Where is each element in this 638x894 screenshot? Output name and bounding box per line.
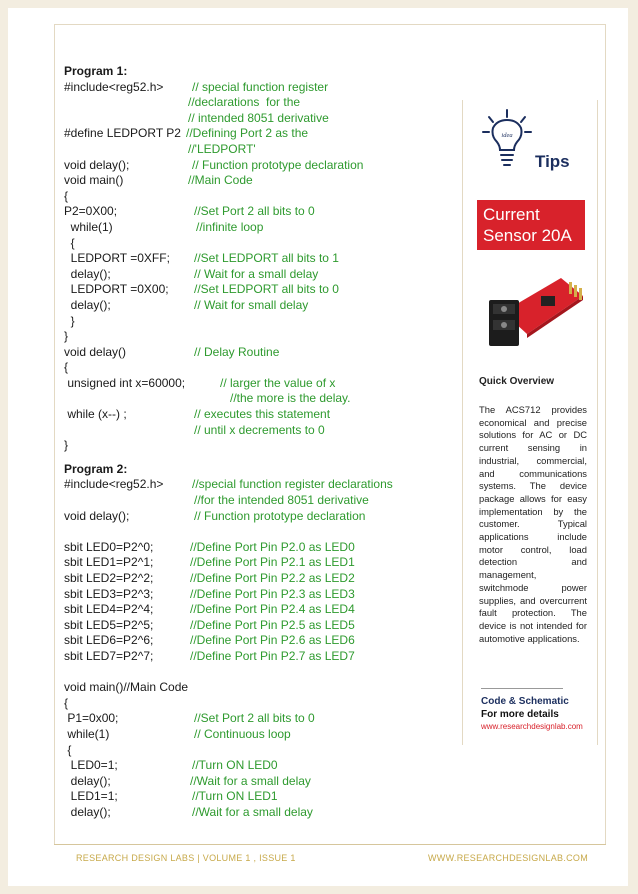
code-text: } [64, 313, 75, 328]
code-line [64, 80, 464, 96]
code-text: while(1) [64, 726, 110, 741]
code-line [64, 423, 464, 439]
code-text: { [64, 742, 72, 757]
code-comment: //infinite loop [196, 219, 264, 234]
product-title-box [477, 200, 585, 250]
product-title-line1: Current [483, 205, 540, 224]
code-line [64, 758, 464, 774]
code-comment: // Function prototype declaration [194, 508, 366, 523]
code-line [64, 126, 464, 142]
code-line [64, 298, 464, 314]
code-text: P1=0x00; [64, 711, 119, 726]
code-text: LEDPORT =0XFF; [64, 251, 170, 266]
program-1-heading: Program 1: [64, 64, 128, 78]
code-text: sbit LED0=P2^0; [64, 539, 154, 554]
code-listing [64, 64, 464, 821]
code-text: #include<reg52.h> [64, 79, 164, 94]
code-line [64, 727, 464, 743]
footer-website[interactable]: WWW.RESEARCHDESIGNLAB.COM [428, 853, 589, 863]
code-text: sbit LED3=P2^3; [64, 586, 154, 601]
code-text: { [64, 235, 75, 250]
code-line [64, 633, 464, 649]
code-text: void main() [64, 173, 124, 188]
code-line [64, 805, 464, 821]
code-comment: //Define Port Pin P2.5 as LED5 [190, 617, 355, 632]
code-text: sbit LED4=P2^4; [64, 602, 154, 617]
code-line [64, 158, 464, 174]
code-line [64, 189, 464, 205]
tips-sidebar [462, 100, 598, 745]
code-comment: //declarations for the [188, 95, 301, 110]
code-line [64, 555, 464, 571]
code-text: delay(); [64, 773, 111, 788]
bulb-label: idea [501, 132, 513, 139]
code-line [64, 680, 464, 696]
code-comment: //Define Port Pin P2.7 as LED7 [190, 648, 355, 663]
code-line [64, 789, 464, 805]
code-comment: // until x decrements to 0 [194, 422, 325, 437]
website-link[interactable]: www.researchdesignlab.com [481, 722, 583, 731]
tips-title: Tips [535, 152, 570, 171]
code-comment: //for the intended 8051 derivative [194, 493, 369, 508]
code-comment: //Defining Port 2 as the [186, 126, 309, 141]
code-line [64, 407, 464, 423]
page [8, 8, 628, 886]
code-line [64, 649, 464, 665]
code-line [64, 236, 464, 252]
code-line [64, 743, 464, 759]
code-comment: // Function prototype declaration [192, 157, 364, 172]
code-comment: //'LEDPORT' [188, 141, 256, 156]
footer-publication: RESEARCH DESIGN LABS | VOLUME 1 , ISSUE 1 [76, 853, 296, 863]
code-comment: // Delay Routine [194, 344, 280, 359]
code-line [64, 173, 464, 189]
code-text: LED1=1; [64, 789, 118, 804]
code-text: #define LEDPORT P2 [64, 126, 181, 141]
code-comment: //the more is the delay. [230, 391, 351, 406]
code-comment: //Define Port Pin P2.1 as LED1 [190, 555, 355, 570]
code-line [64, 314, 464, 330]
code-text: while (x--) ; [64, 407, 127, 422]
sidebar-divider [481, 688, 563, 689]
code-text: } [64, 438, 69, 453]
code-text: void delay(); [64, 157, 130, 172]
code-line [64, 602, 464, 618]
code-line [64, 493, 464, 509]
program-2-heading: Program 2: [64, 461, 128, 476]
code-line [64, 204, 464, 220]
more-details-label: For more details [481, 709, 559, 720]
code-line [64, 376, 464, 392]
code-line [64, 360, 464, 376]
code-line [64, 267, 464, 283]
code-comment: //special function register declarations [192, 477, 393, 492]
quick-overview-body: The ACS712 provides economical and precise solutions for AC or DC current sensing in industrial, commercial, and communications systems. The device package allows for easy implementation by the customer. Typical applications include motor control, load detection and management, switchmode power supplies, and overcurrent fault protection. The device is not intended for automotive applications. [479, 404, 587, 644]
code-text: LEDPORT =0X00; [64, 282, 169, 297]
code-line [64, 571, 464, 587]
code-text: sbit LED5=P2^5; [64, 617, 154, 632]
code-text: } [64, 329, 69, 344]
code-text: sbit LED7=P2^7; [64, 648, 154, 663]
code-line [64, 282, 464, 298]
code-comment: //Define Port Pin P2.4 as LED4 [190, 602, 355, 617]
code-text: while(1) [64, 219, 113, 234]
lightbulb-icon [481, 108, 533, 168]
code-comment: // Wait for a small delay [194, 266, 319, 281]
program-1-code [64, 80, 464, 454]
code-text: { [64, 695, 69, 710]
program-2-main [64, 680, 464, 820]
code-text: void main()//Main Code [64, 680, 189, 695]
code-comment: //Define Port Pin P2.2 as LED2 [190, 571, 355, 585]
code-text: P2=0X00; [64, 204, 118, 219]
code-comment: //Define Port Pin P2.0 as LED0 [190, 539, 355, 554]
quick-overview-title: Quick Overview [479, 376, 555, 387]
code-line [64, 618, 464, 634]
code-schematic-title: Code & Schematic [481, 696, 569, 707]
code-line [64, 711, 464, 727]
code-line [64, 220, 464, 236]
code-line [64, 774, 464, 790]
code-text: { [64, 188, 69, 203]
code-comment: // Continuous loop [194, 726, 291, 741]
code-line [64, 438, 464, 454]
code-comment: // special function register [192, 79, 329, 94]
code-text: delay(); [64, 297, 111, 312]
product-title-line2: Sensor 20A [483, 226, 572, 245]
code-text: sbit LED2=P2^2; [64, 571, 154, 585]
code-comment: //Wait for a small delay [192, 804, 313, 819]
code-comment: // intended 8051 derivative [188, 110, 329, 125]
code-text: delay(); [64, 266, 111, 281]
code-comment: //Define Port Pin P2.6 as LED6 [190, 633, 355, 648]
code-line [64, 509, 464, 525]
code-text: void delay(); [64, 508, 130, 523]
code-comment: //Set Port 2 all bits to 0 [194, 711, 315, 726]
code-text: void delay() [64, 344, 127, 359]
program-2-includes [64, 477, 464, 524]
code-line [64, 251, 464, 267]
code-text: LED0=1; [64, 758, 118, 773]
code-line [64, 142, 464, 158]
current-sensor-image [483, 260, 587, 360]
code-comment: //Define Port Pin P2.3 as LED3 [190, 586, 355, 601]
code-text: { [64, 360, 69, 375]
code-comment: //Turn ON LED0 [192, 758, 278, 773]
code-text: sbit LED1=P2^1; [64, 555, 154, 570]
code-line [64, 391, 464, 407]
code-line [64, 345, 464, 361]
code-comment: //Set LEDPORT all bits to 1 [194, 251, 339, 266]
code-comment: //Wait for a small delay [190, 773, 311, 788]
code-text: #include<reg52.h> [64, 477, 164, 492]
code-text: unsigned int x=60000; [64, 375, 186, 390]
code-text: sbit LED6=P2^6; [64, 633, 154, 648]
code-line [64, 329, 464, 345]
code-comment: // Wait for small delay [194, 297, 309, 312]
program-2-sbit-defs [64, 540, 464, 665]
code-line [64, 696, 464, 712]
code-line [64, 587, 464, 603]
code-comment: //Main Code [188, 173, 253, 188]
code-comment: // larger the value of x [220, 375, 336, 390]
code-comment: //Set Port 2 all bits to 0 [194, 204, 315, 219]
code-line [64, 111, 464, 127]
code-comment: // executes this statement [194, 407, 331, 422]
code-comment: //Turn ON LED1 [192, 789, 278, 804]
footer-divider [54, 844, 606, 845]
code-line [64, 477, 464, 493]
code-line [64, 540, 464, 556]
code-line [64, 95, 464, 111]
code-text: delay(); [64, 804, 111, 819]
code-comment: //Set LEDPORT all bits to 0 [194, 282, 339, 297]
